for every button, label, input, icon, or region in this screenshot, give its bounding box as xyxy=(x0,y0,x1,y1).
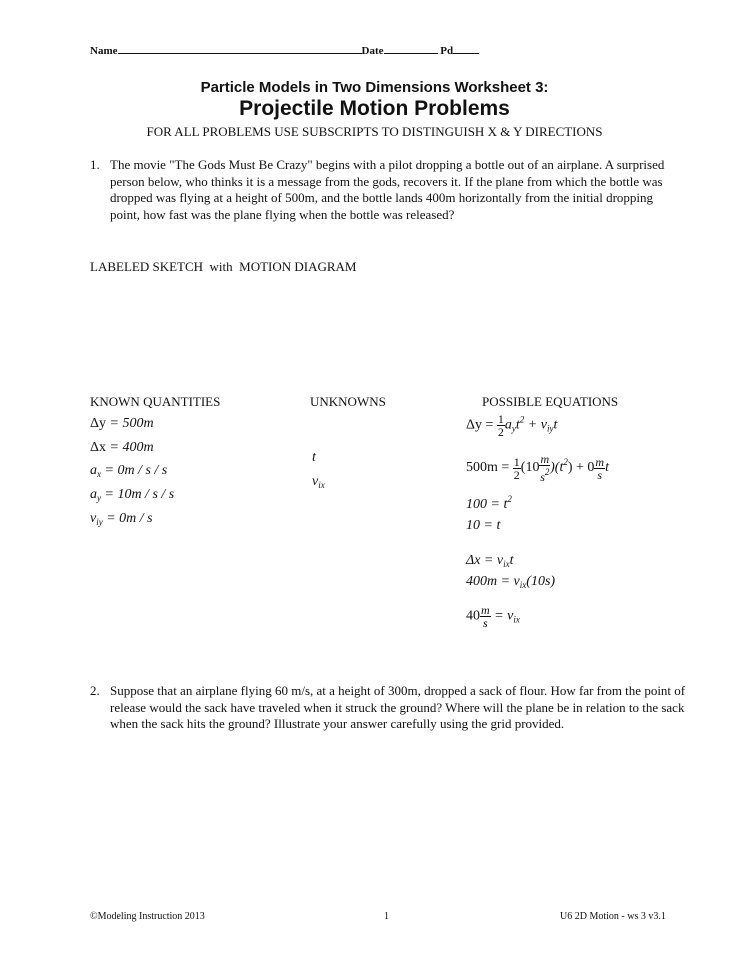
problem1-text: The movie "The Gods Must Be Crazy" begins with a pilot dropping a bottle out of an airplane. A surprised person below, who thinks it is a message from the gods, recovers it. If the plane from which the bottle was dropped was flying at a height of 500m, and the bottle lands 400m horizontally from the initial dropping point, how fast was the plane flying when the bottle was released? xyxy=(110,157,665,222)
period-label: Pd xyxy=(440,45,454,57)
equation-t: 10 = t xyxy=(466,518,501,533)
known-ax: $a_x = 0m / s / s$ xyxy=(90,463,168,479)
page-title: Projectile Motion Problems xyxy=(239,97,510,120)
equation-substituted: 500m = $\frac{1}{2}$ (10 $\frac{m}{s^2}$ )$(t^2) + 0$ $\frac{m}{s}$ t xyxy=(466,452,609,484)
equation-dx: $\Delta x = v_{ix}t$ xyxy=(466,553,514,569)
known-ay: $a_y = 10m / s / s$ xyxy=(90,487,175,503)
problem2-number: 2. xyxy=(90,683,100,698)
known-heading: KNOWN QUANTITIES xyxy=(90,394,221,409)
problem1-number: 1. xyxy=(90,157,100,172)
footer-copyright: ©Modeling Instruction 2013 xyxy=(90,911,205,922)
date-blank[interactable] xyxy=(384,44,438,54)
equation-dy: Δy = $\frac{1}{2}$ $a_yt^2 + v_{iy}t$ xyxy=(466,412,558,439)
name-label: Name xyxy=(90,45,118,57)
known-viy: $v_{iy} = 0m / s$ xyxy=(90,511,153,527)
instruction-line: FOR ALL PROBLEMS USE SUBSCRIPTS TO DISTINGUISH X & Y DIRECTIONS xyxy=(146,124,603,139)
sketch-label: LABELED SKETCH with MOTION DIAGRAM xyxy=(90,259,357,274)
name-blank[interactable] xyxy=(118,44,362,54)
date-label: Date xyxy=(361,45,384,57)
worksheet-subtitle: Particle Models in Two Dimensions Worksheet 3: xyxy=(200,79,549,96)
equation-t-squared: $100 = t^2$ xyxy=(466,494,512,512)
footer-page-number: 1 xyxy=(384,911,389,922)
footer-doc-id: U6 2D Motion - ws 3 v3.1 xyxy=(560,911,666,922)
unknown-t: t xyxy=(312,450,316,465)
problem2-text: Suppose that an airplane flying 60 m/s, at a height of 300m, dropped a sack of flour. How far from the point of release would the sack have traveled when it struck the ground? Where will the plane be in relation to the sack when the sack hits the ground? Illustrate your answer carefully using the grid provided. xyxy=(110,683,686,731)
equations-heading: POSSIBLE EQUATIONS xyxy=(482,394,619,409)
equation-400m: $400m = v_{ix}(10s)$ xyxy=(466,574,556,590)
unknown-vix: $v_{ix}$ xyxy=(312,474,325,490)
known-dx: Δx = 400m xyxy=(90,440,154,455)
equation-result: 40 $\frac{m}{s}$ = $v_{ix}$ xyxy=(466,603,520,630)
name-date-period-line xyxy=(90,44,479,57)
known-dy: Δy = 500m xyxy=(90,416,154,431)
period-blank[interactable] xyxy=(453,44,479,54)
unknowns-heading: UNKNOWNS xyxy=(310,394,386,409)
